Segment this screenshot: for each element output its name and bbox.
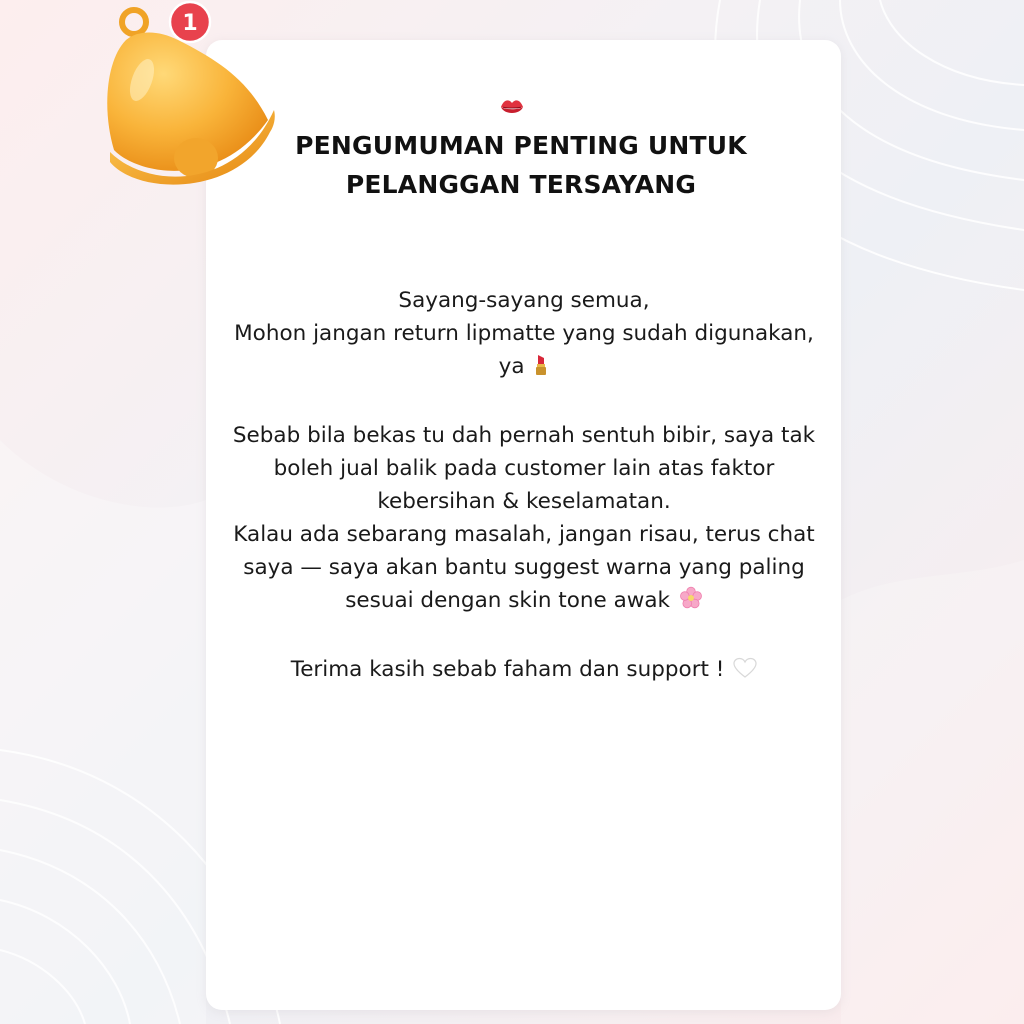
message-line: boleh jual balik pada customer lain atas faktor [273,456,775,481]
announcement-message [212,284,836,689]
message-line: Kalau ada sebarang masalah, jangan risau, terus chat [233,522,815,547]
message-line: kebersihan & keselamatan. [377,489,671,514]
title-line-1: PENGUMUMAN PENTING UNTUK [295,131,747,160]
message-line: sesuai dengan skin tone awak [212,584,836,620]
notification-badge-count: 1 [182,11,198,36]
closing-line: Terima kasih sebab faham dan support ! [212,653,836,689]
title-line-2: PELANGGAN TERSAYANG [345,170,697,199]
message-line: ya [212,350,836,386]
cherry-blossom-icon [679,586,703,620]
announcement-title [246,126,796,204]
message-line: Sebab bila bekas tu dah pernah sentuh bibir, saya tak [232,423,816,448]
lipstick-icon [533,353,549,386]
greeting-line: Sayang-sayang semua, [398,288,650,313]
notification-bell-icon [98,0,278,196]
white-heart-icon [733,656,757,689]
message-line: saya — saya akan bantu suggest warna yang paling [243,555,805,580]
message-line: Mohon jangan return lipmatte yang sudah digunakan, [234,321,814,346]
